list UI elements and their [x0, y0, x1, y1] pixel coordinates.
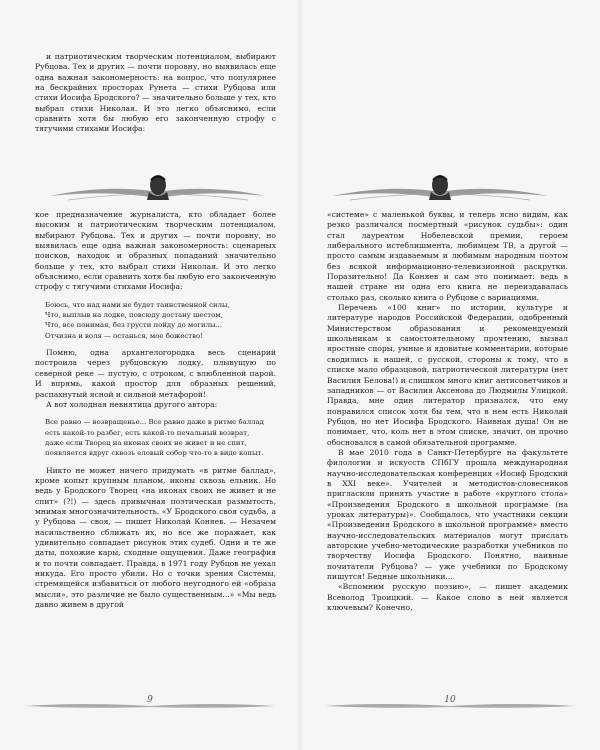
verse-line: Все равно — возвращенье... Все равно даже в ритме баллад: [45, 418, 264, 427]
verse-line: появляется вдруг сквозь еловый собор что-то в виде копыт.: [45, 449, 264, 458]
verse-line: Что, выплыв на лодке, повсюду достану шестом,: [45, 311, 223, 320]
portrait-ornament-icon: [48, 170, 268, 206]
paragraph: Никто не может ничего придумать «в ритме баллад», кроме копыт крупным планом, иконы сквозь ельник. Но ведь у Бродского Творец «на иконах своих не живет и не спит» (?!) — здесь привычная поэтическая размытость, мнимая многозначительность. «У Бродского своя судьба, а у Рубцова — своя, — пишет Николай Коняев. — Незачем насильственно сближать их, но все же поражает, как удивительно совпадает рисунок этих судеб. Одни и те же даты, похожие кары, сходные ощущения. Даже география и то почти совпадает. Правда, в 1971 году Рубцов не уехал никуда. Его просто убили. Но с точки зрения Системы, стремящейся избавиться от любого неугодного ей «образа мысли», это различие не было существенным...» «Мы ведь давно живем в другой: [35, 465, 276, 610]
verse-block: [45, 300, 276, 341]
left-top-paragraph: и патриотическим творческим потенциалом, выбирают Рубцова. Тех и других — почти поровну, но выявилась еще одна важная закономерность: на вопрос, что популярнее на бескрайних просторах Рунета — стихи Рубцова или стихи Иосифа Бродского? — значительно больше у тех, кто выбрал стихи Николая. И это легко объяснимо, если сравнить хотя бы любую его законченную строфу с тягучими стихами Иосифа:: [35, 52, 276, 134]
verse-line: Отчизна и воля — останься, мое божество!: [45, 331, 203, 340]
paragraph: кое предназначение журналиста, кто обладает более высоким и патриотическим творческим потенциалом, выбирают Рубцова. Тех и других — почти поровну, но выявилась еще одна важная закономерность: сценарных поисков, находок и образных попаданий значительно больше у тех, кто выбрал стихи Николая. И это легко объяснимо, если сравнить хотя бы любую его законченную строфу с тягучими стихами Иосифа:: [35, 210, 276, 292]
verse-line: Боюсь, что над нами не будет таинственной силы,: [45, 300, 230, 309]
verse-line: даже если Творец на иконах своих не живет и не спит,: [45, 438, 247, 447]
right-body-text: [327, 210, 568, 613]
paragraph: В мае 2010 года в Санкт-Петербурге на факультете филологии и искусств СПбГУ прошла международная научно-исследовательская конференция «Иосиф Бродский в XXI веке». Учителей и методистов-словесников пригласили принять участие в работе «круглого стола» «Произведения Бродского в школьной программе (на уроках литературы)». Сообщалось, что участники секции «Произведения Бродского в школьной программе» вместо научно-исследовательских материалов могут прислать авторские учебно-методические разработки учебников по творчеству Иосифа Бродского. Понятно, наивные почитатели Рубцова? — уже учебники по Бродскому пишутся! Бедные школьники...: [327, 447, 568, 582]
right-page: [300, 0, 600, 750]
paragraph: «Вспомним русскую поэзию», — пишет академик Всеволод Троицкий. — Какое слово в ней является ключевым? Конечно,: [327, 582, 568, 613]
paragraph: Перечень «100 книг» по истории, культуре и литературе народов Российской Федерации, одобренный Министерством образования и рекомендуемый школьникам к самостоятельному прочтению, вызвал яростные споры, умные и ядовитые комментарии, которые сводились к нашей, с русской, стороны к тому, что в списке мало образцовой, патриотической литературы (нет Василия Белова!) и слишком много книг антисоветчиков и западников — от Василия Аксенова до Людмилы Улицкой. Правда, мне один литератор признался, что ему понравился список хотя бы тем, что в нем есть Николай Рубцов, но нет Иосифа Бродского. Наивная душа! Он не понимает, что, коль нет в этом списке, значит, он прочно обосновался в самой обязательной программе.: [327, 303, 568, 447]
page-number: 9: [143, 695, 157, 705]
paragraph: А вот холодная невнятица другого автора:: [46, 399, 218, 409]
paragraph: Помню, одна архангелогородка весь сценарий построила через рубцовскую лодку, плывущую по северной реке — пустую, с отроком, с влюбленной парой. И впрямь, какой простор для образных решений, распахнутый ясной и сильной метафорой!: [35, 348, 276, 399]
page-number: 10: [440, 695, 459, 705]
verse-line: Что, все понимая, без грусти пойду до могилы...: [45, 321, 223, 330]
left-body-text: [35, 210, 276, 610]
left-top-text: [35, 52, 276, 135]
verse-block: [45, 417, 276, 458]
paragraph: «системе» с маленькой буквы, и теперь ясно видим, как резко различался посмертный «рисунок судьбы»: один стал лауреатом Нобелевской премии, героем либерального истеблишмента, любимцем ТВ, а другой — просто самым издаваемым и любимым народным поэтом без всякой информационно-телевизионной раскрутки. Поразительно! Да Коняев и сам это понимает: ведь в нашей стране ни одна его книга не переиздавалась столько раз, сколько книга о Рубцове с вариациями.: [327, 210, 568, 302]
portrait-ornament-icon: [330, 170, 550, 206]
verse-line: есть какой-то разбег, есть какой-то печальный возврат,: [45, 428, 250, 437]
